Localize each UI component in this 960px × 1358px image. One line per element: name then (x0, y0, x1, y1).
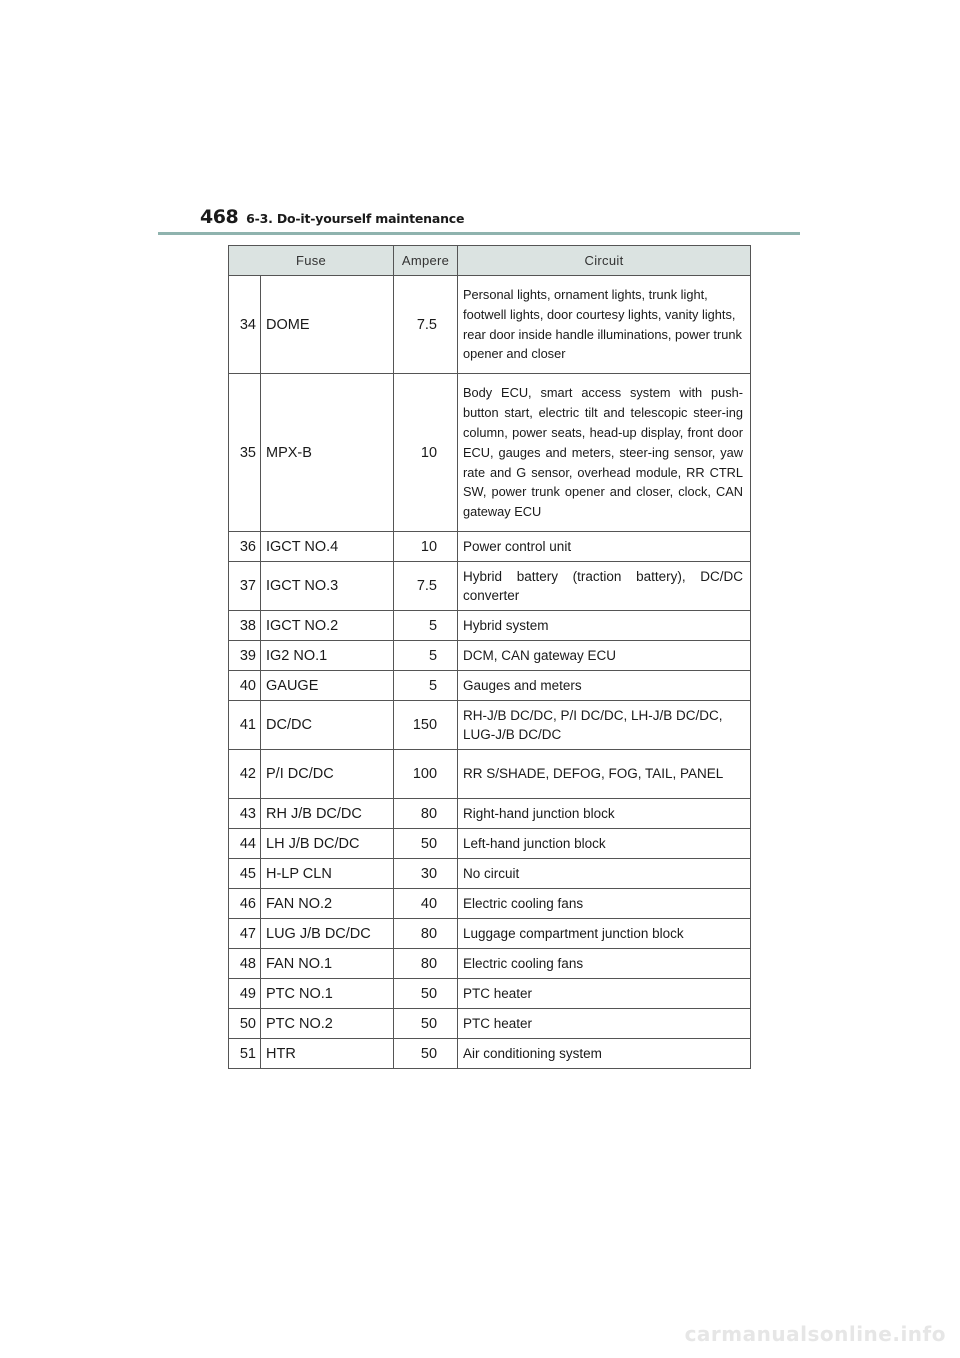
fuse-name: PTC NO.1 (261, 979, 394, 1009)
fuse-name: DC/DC (261, 701, 394, 750)
fuse-circuit: Air conditioning system (458, 1039, 751, 1069)
table-row (229, 799, 751, 829)
table-row (229, 611, 751, 641)
table-row (229, 829, 751, 859)
table-row (229, 641, 751, 671)
fuse-ampere: 10 (394, 374, 458, 532)
fuse-name: DOME (261, 276, 394, 374)
fuse-name: LH J/B DC/DC (261, 829, 394, 859)
table-row (229, 532, 751, 562)
fuse-table (228, 245, 751, 1069)
column-header-fuse: Fuse (229, 246, 394, 276)
fuse-number: 49 (229, 979, 261, 1009)
fuse-circuit: Electric cooling fans (458, 889, 751, 919)
fuse-circuit: PTC heater (458, 1009, 751, 1039)
fuse-name: IGCT NO.3 (261, 562, 394, 611)
fuse-ampere: 7.5 (394, 562, 458, 611)
fuse-circuit: Hybrid system (458, 611, 751, 641)
fuse-number: 50 (229, 1009, 261, 1039)
fuse-name: IG2 NO.1 (261, 641, 394, 671)
fuse-name: PTC NO.2 (261, 1009, 394, 1039)
fuse-circuit: RR S/SHADE, DEFOG, FOG, TAIL, PANEL (458, 750, 751, 799)
page-header (200, 206, 464, 228)
fuse-ampere: 10 (394, 532, 458, 562)
fuse-circuit: Luggage compartment junction block (458, 919, 751, 949)
table-row (229, 1039, 751, 1069)
fuse-number: 48 (229, 949, 261, 979)
table-row (229, 1009, 751, 1039)
fuse-name: IGCT NO.2 (261, 611, 394, 641)
fuse-ampere: 50 (394, 979, 458, 1009)
fuse-number: 44 (229, 829, 261, 859)
table-row (229, 562, 751, 611)
fuse-name: FAN NO.1 (261, 949, 394, 979)
fuse-ampere: 7.5 (394, 276, 458, 374)
table-row (229, 919, 751, 949)
fuse-ampere: 80 (394, 919, 458, 949)
fuse-number: 37 (229, 562, 261, 611)
fuse-circuit: RH-J/B DC/DC, P/I DC/DC, LH-J/B DC/DC, LUG-J/B DC/DC (458, 701, 751, 750)
fuse-name: FAN NO.2 (261, 889, 394, 919)
fuse-number: 41 (229, 701, 261, 750)
fuse-ampere: 100 (394, 750, 458, 799)
fuse-number: 35 (229, 374, 261, 532)
fuse-number: 39 (229, 641, 261, 671)
page-number: 468 (200, 206, 239, 228)
fuse-circuit: No circuit (458, 859, 751, 889)
section-title: 6-3. Do-it-yourself maintenance (246, 211, 465, 226)
fuse-circuit: Electric cooling fans (458, 949, 751, 979)
fuse-ampere: 5 (394, 671, 458, 701)
table-row (229, 979, 751, 1009)
fuse-ampere: 150 (394, 701, 458, 750)
fuse-circuit: Power control unit (458, 532, 751, 562)
fuse-number: 51 (229, 1039, 261, 1069)
fuse-number: 47 (229, 919, 261, 949)
fuse-name: LUG J/B DC/DC (261, 919, 394, 949)
fuse-ampere: 50 (394, 1039, 458, 1069)
table-row (229, 859, 751, 889)
fuse-circuit: Right-hand junction block (458, 799, 751, 829)
watermark: carmanualsonline.info (684, 1322, 946, 1346)
table-row (229, 374, 751, 532)
fuse-number: 46 (229, 889, 261, 919)
fuse-circuit: Hybrid battery (traction battery), DC/DC converter (458, 562, 751, 611)
fuse-number: 42 (229, 750, 261, 799)
fuse-circuit: DCM, CAN gateway ECU (458, 641, 751, 671)
fuse-number: 38 (229, 611, 261, 641)
fuse-ampere: 30 (394, 859, 458, 889)
fuse-number: 43 (229, 799, 261, 829)
fuse-number: 40 (229, 671, 261, 701)
fuse-name: GAUGE (261, 671, 394, 701)
table-header-row (229, 246, 751, 276)
fuse-ampere: 50 (394, 1009, 458, 1039)
table-row (229, 276, 751, 374)
fuse-name: P/I DC/DC (261, 750, 394, 799)
fuse-ampere: 80 (394, 799, 458, 829)
fuse-number: 45 (229, 859, 261, 889)
fuse-ampere: 50 (394, 829, 458, 859)
fuse-circuit: Personal lights, ornament lights, trunk light, footwell lights, door courtesy lights, vanity lights, rear door inside handle illuminations, power trunk opener and closer (458, 276, 751, 374)
table-row (229, 750, 751, 799)
fuse-number: 34 (229, 276, 261, 374)
table-row (229, 671, 751, 701)
fuse-name: H-LP CLN (261, 859, 394, 889)
fuse-circuit: PTC heater (458, 979, 751, 1009)
table-row (229, 949, 751, 979)
fuse-ampere: 5 (394, 611, 458, 641)
table-row (229, 889, 751, 919)
fuse-circuit: Gauges and meters (458, 671, 751, 701)
fuse-ampere: 80 (394, 949, 458, 979)
header-rule (158, 232, 800, 235)
column-header-ampere: Ampere (394, 246, 458, 276)
fuse-circuit: Body ECU, smart access system with push-button start, electric tilt and telescopic steer-ing column, power seats, head-up display, front door ECU, gauges and meters, steer-ing sensor, yaw rate and G sensor, overhead module, RR CTRL SW, power trunk opener and closer, clock, CAN gateway ECU (458, 374, 751, 532)
table-row (229, 701, 751, 750)
fuse-name: RH J/B DC/DC (261, 799, 394, 829)
fuse-name: MPX-B (261, 374, 394, 532)
fuse-name: HTR (261, 1039, 394, 1069)
fuse-number: 36 (229, 532, 261, 562)
fuse-ampere: 5 (394, 641, 458, 671)
fuse-ampere: 40 (394, 889, 458, 919)
fuse-circuit: Left-hand junction block (458, 829, 751, 859)
column-header-circuit: Circuit (458, 246, 751, 276)
fuse-name: IGCT NO.4 (261, 532, 394, 562)
